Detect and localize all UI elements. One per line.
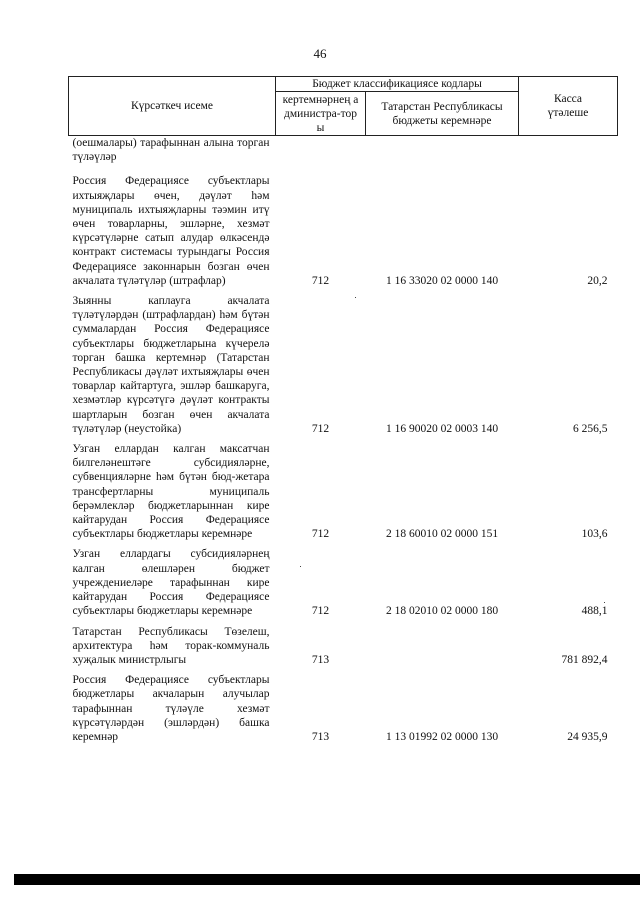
row-admin-code: 712	[311, 422, 330, 435]
page-bottom-edge	[14, 874, 640, 885]
row-amount: 103,6	[581, 528, 608, 541]
table-row	[69, 174, 618, 294]
header-indicator-name: Күрсәткеч исеме	[69, 77, 276, 136]
row-name: Узган еллардагы субсидияләрнең калган өлешләрен бюджет учреждениеләре тарафыннан кире кайтарудан Россия Федерациясе субъектлары бюджетлары керемнәре	[72, 548, 270, 618]
header-budget-codes: Бюджет классификациясе кодлары	[276, 77, 519, 92]
page-number: 46	[313, 46, 327, 61]
row-name: Узган еллардан калган максатчан билгеләнештәге субсидияләрне, субвенцияләрне һәм бүтән бюд-жетара трансфертларны муниципаль берәмлекләр бюджетларыннан кире кайтарудан Россия Федерациясе субъектлары бюджетлары керемнәре	[72, 443, 270, 541]
row-name: (оешмалары) тарафыннан алына торган түләүләр	[72, 137, 270, 164]
row-admin-code: 712	[311, 274, 330, 287]
table-header	[69, 77, 618, 136]
row-admin-code: 712	[311, 605, 330, 618]
table-row	[69, 547, 618, 624]
row-amount: 20,2	[587, 274, 608, 287]
table-row	[69, 442, 618, 547]
row-budget-code	[366, 136, 519, 175]
row-admin-code	[276, 136, 366, 175]
row-name: Россия Федерациясе субъектлары ихтыяҗлары өчен, дәүләт һәм муниципаль ихтыяҗларны тәэмин итү өчен товарларны, эшләрне, хезмәт күрсәтүләрне сатып алудар өлкәсендә контракт системасы турындагы Россия Федерациясе законнарын бозган өчен акчалата түләтүләр (штрафлар)	[72, 175, 270, 287]
row-budget-code: 1 16 90020 02 0003 140	[385, 422, 499, 435]
row-amount: 6 256,5	[573, 422, 608, 435]
row-name: Россия Федерациясе субъектлары бюджетлары акчаларын алучылар тарафыннан түләүле хезмәт күрсәтүләрдән (эшләрдән) башка керемнәр	[72, 674, 270, 743]
row-amount: 488,1	[581, 605, 608, 618]
row-amount: 781 892,4	[561, 653, 608, 666]
row-admin-code: 713	[311, 730, 330, 743]
row-name: Зыянны каплауга акчалата түләтүләрдән (штрафлардан) һәм бүтән суммалардан Россия Федерациясе субъектлары бюджетларына күчерелә торган башка кертемнәр (Татарстан Республикасы дәүләт ихтыяҗлары өчен товарлар кайтартуга, эшләр башкаруга, хезмәтләр күрсәтүгә дәүләт контракты шартларын бозган өчен акчалата түләтүләр (неустойка)	[72, 295, 270, 435]
table-row	[69, 294, 618, 442]
row-admin-code: 713	[311, 653, 330, 666]
table-row	[69, 625, 618, 674]
table-body	[69, 136, 618, 751]
row-name: Татарстан Республикасы Төзелеш, архитектура һәм торак-коммуналь хуҗалык министрлыгы	[72, 625, 270, 666]
table-row	[69, 673, 618, 750]
row-budget-code: 1 13 01992 02 0000 130	[385, 730, 499, 743]
row-admin-code: 712	[311, 528, 330, 541]
header-cash-execution-label: Касса үтәлеше	[547, 93, 589, 119]
row-budget-code	[366, 625, 519, 674]
budget-table	[68, 76, 618, 750]
table-row	[69, 136, 618, 175]
header-cash-execution	[519, 77, 618, 136]
header-admin-label: кертемнәрнең администра-торы	[282, 93, 359, 134]
row-budget-code: 2 18 02010 02 0000 180	[385, 605, 499, 618]
header-revenue	[366, 92, 519, 136]
row-budget-code: 2 18 60010 02 0000 151	[385, 528, 499, 541]
row-amount	[519, 136, 618, 175]
header-revenue-label: Татарстан Республикасы бюджеты керемнәре	[381, 100, 503, 127]
header-admin	[276, 92, 366, 136]
row-budget-code: 1 16 33020 02 0000 140	[385, 274, 499, 287]
row-amount: 24 935,9	[567, 730, 608, 743]
